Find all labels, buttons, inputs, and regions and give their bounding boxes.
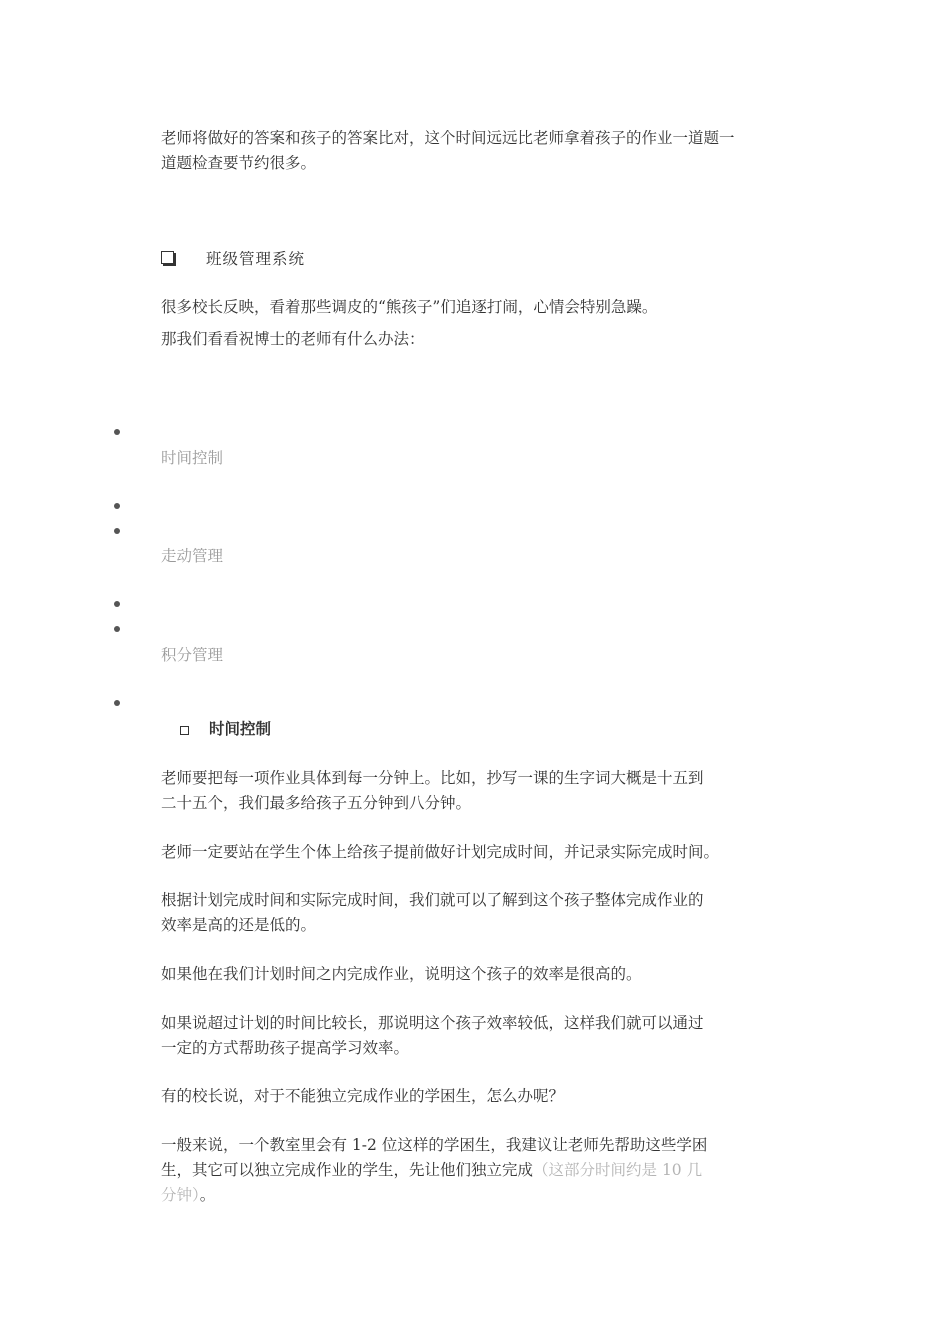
- list-item-time-control: 时间控制: [161, 449, 224, 467]
- bullet-icon: [114, 528, 120, 534]
- list-item-points-management: 积分管理: [161, 646, 224, 664]
- paragraph-2-line-1: 老师一定要站在学生个体上给孩子提前做好计划完成时间，并记录实际完成时间。: [161, 843, 720, 861]
- paragraph-7-line-1: 一般来说，一个教室里会有 1-2 位这样的学困生，我建议让老师先帮助这些学困: [161, 1136, 708, 1154]
- section-line-1: 很多校长反映，看着那些调皮的“熊孩子”们追逐打闹，心情会特别急躁。: [161, 298, 658, 316]
- subsection-title: 时间控制: [209, 719, 272, 738]
- paragraph-7-line-2: [161, 1158, 702, 1182]
- checkbox-icon: [161, 251, 174, 264]
- intro-line-1: 老师将做好的答案和孩子的答案比对，这个时间远远比老师拿着孩子的作业一道题一: [161, 129, 735, 147]
- small-square-icon: [180, 726, 189, 735]
- paragraph-5-line-1: 如果说超过计划的时间比较长，那说明这个孩子效率较低，这样我们就可以通过: [161, 1014, 704, 1032]
- bullet-icon: [114, 626, 120, 632]
- bullet-icon: [114, 503, 120, 509]
- paragraph-1-line-2: 二十五个，我们最多给孩子五分钟到八分钟。: [161, 794, 472, 812]
- paragraph-7-line-2-main: 生，其它可以独立完成作业的学生，先让他们独立完成: [161, 1161, 534, 1179]
- paragraph-4-line-1: 如果他在我们计划时间之内完成作业，说明这个孩子的效率是很高的。: [161, 965, 642, 983]
- bullet-icon: [114, 601, 120, 607]
- section-title: 班级管理系统: [206, 250, 306, 268]
- paragraph-7-line-3: [161, 1183, 215, 1207]
- paragraph-3-line-1: 根据计划完成时间和实际完成时间，我们就可以了解到这个孩子整体完成作业的: [161, 891, 704, 909]
- paragraph-7-line-3-note: 分钟）: [161, 1186, 200, 1204]
- paragraph-6-line-1: 有的校长说，对于不能独立完成作业的学困生，怎么办呢？: [161, 1087, 565, 1105]
- section-line-2: 那我们看看祝博士的老师有什么办法：: [161, 330, 425, 348]
- list-item-walking-management: 走动管理: [161, 547, 224, 565]
- bullet-icon: [114, 429, 120, 435]
- paragraph-3-line-2: 效率是高的还是低的。: [161, 916, 317, 934]
- intro-line-2: 道题检查要节约很多。: [161, 154, 317, 172]
- paragraph-1-line-1: 老师要把每一项作业具体到每一分钟上。比如，抄写一课的生字词大概是十五到: [161, 769, 704, 787]
- paragraph-7-line-2-note: （这部分时间约是 10 几: [533, 1161, 703, 1179]
- bullet-icon: [114, 700, 120, 706]
- paragraph-5-line-2: 一定的方式帮助孩子提高学习效率。: [161, 1039, 410, 1057]
- paragraph-7-line-3-end: 。: [199, 1186, 216, 1204]
